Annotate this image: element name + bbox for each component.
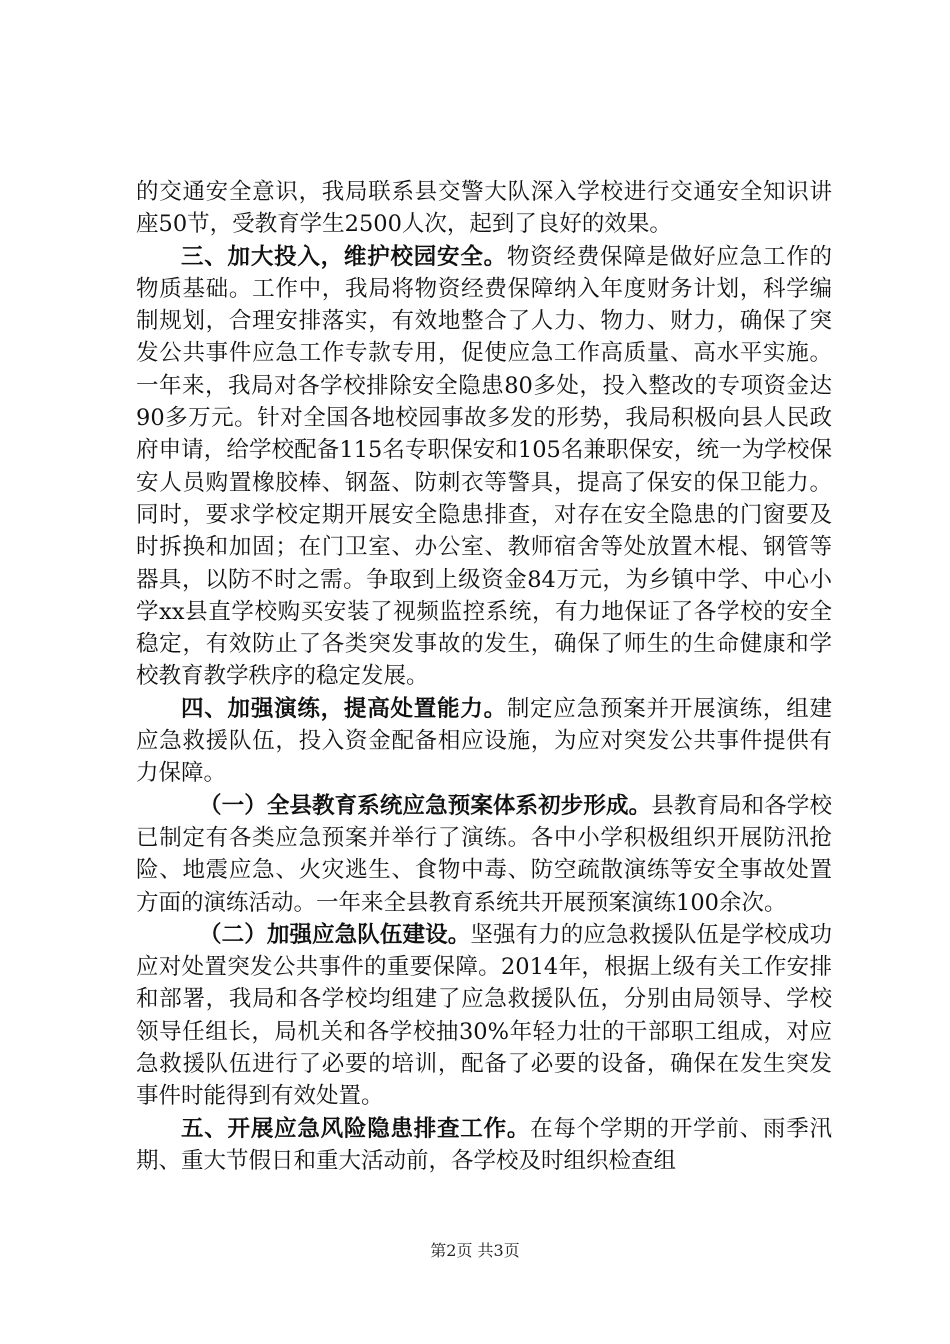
subsection-heading: （一）全县教育系统应急预案体系初步形成。 bbox=[199, 792, 652, 819]
paragraph-section-3 bbox=[136, 241, 832, 693]
page-footer: 第2页 共3页 bbox=[430, 1241, 520, 1260]
paragraph-continuation bbox=[136, 176, 832, 241]
section-heading: 五、开展应急风险隐患排查工作。 bbox=[181, 1115, 531, 1142]
paragraph-text: 在每个学期的开学前、雨季汛期、重大节假日和重大活动前，各学校及时组织检查组 bbox=[136, 1115, 832, 1174]
paragraph-text: 县教育局和各学校已制定有各类应急预案并举行了演练。各中小学积极组织开展防汛抢险、地震应急、火灾逃生、食物中毒、防空疏散演练等安全事故处置方面的演练活动。一年来全县教育系统共开展预案演练100余次。 bbox=[136, 792, 832, 916]
subsection-heading: （二）加强应急队伍建设。 bbox=[199, 921, 471, 948]
section-heading: 四、加强演练，提高处置能力。 bbox=[181, 695, 507, 722]
paragraph-subsection-1 bbox=[136, 790, 832, 919]
paragraph-subsection-2 bbox=[136, 919, 832, 1113]
paragraph-text: 制定应急预案并开展演练，组建应急救援队伍，投入资金配备相应设施，为应对突发公共事件提供有力保障。 bbox=[136, 695, 832, 787]
paragraph-text: 物资经费保障是做好应急工作的物质基础。工作中，我局将物资经费保障纳入年度财务计划，科学编制规划，合理安排落实，有效地整合了人力、物力、财力，确保了突发公共事件应急工作专款专用，促使应急工作高质量、高水平实施。一年来，我局对各学校排除安全隐患80多处，投入整改的专项资金达90多万元。针对全国各地校园事故多发的形势，我局积极向县人民政府申请，给学校配备115名专职保安和105名兼职保安，统一为学校保安人员购置橡胶棒、钢盔、防刺衣等警具，提高了保安的保卫能力。同时，要求学校定期开展安全隐患排查，对存在安全隐患的门窗要及时拆换和加固；在门卫室、办公室、教师宿舍等处放置木棍、钢管等器具，以防不时之需。争取到上级资金84万元，为乡镇中学、中心小学xx县直学校购买安装了视频监控系统，有力地保证了各学校的安全稳定，有效防止了各类突发事故的发生，确保了师生的生命健康和学校教育教学秩序的稳定发展。 bbox=[136, 243, 832, 690]
paragraph-text: 的交通安全意识，我局联系县交警大队深入学校进行交通安全知识讲座50节，受教育学生2500人次，起到了良好的效果。 bbox=[136, 179, 832, 238]
paragraph-section-5 bbox=[136, 1113, 832, 1178]
paragraph-text: 坚强有力的应急救援队伍是学校成功应对处置突发公共事件的重要保障。2014年，根据上级有关工作安排和部署，我局和各学校均组建了应急救援队伍，分别由局领导、学校领导任组长，局机关和各学校抽30%年轻力壮的干部职工组成，对应急救援队伍进行了必要的培训，配备了必要的设备，确保在发生突发事件时能得到有效处置。 bbox=[136, 921, 832, 1110]
section-heading: 三、加大投入，维护校园安全。 bbox=[181, 243, 507, 270]
document-body bbox=[136, 176, 832, 1177]
paragraph-section-4 bbox=[136, 693, 832, 790]
